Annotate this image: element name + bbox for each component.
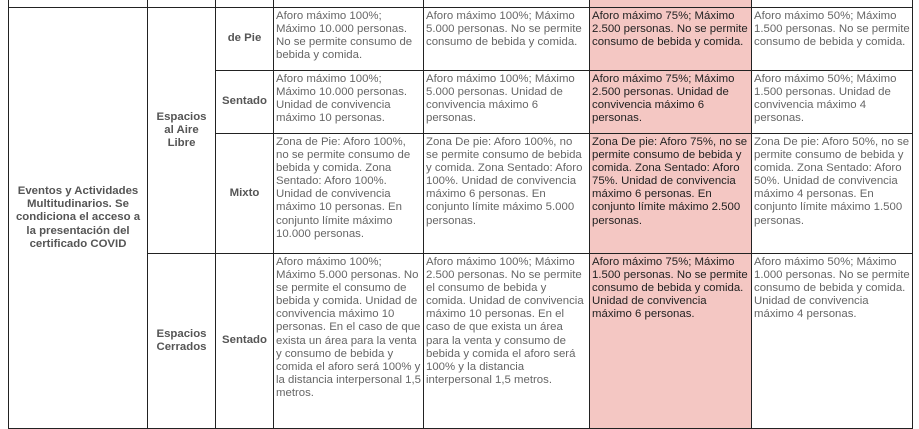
- mode-sentado-cell: Sentado: [216, 71, 274, 134]
- table-cell: Aforo máximo 50%; Máximo 1.500 personas. No se permite consumo de bebida y comida.: [752, 8, 913, 71]
- table-cell-highlight: Aforo máximo 75%; Máximo 2.500 personas. Unidad de convivencia máximo 6 personas.: [590, 71, 752, 134]
- table-cell: Aforo máximo 50%; Máximo 1.000 personas. No se permite consumo de bebida y comida. Unidad de convivencia máximo 4 personas.: [752, 254, 913, 429]
- table-cell: Aforo máximo 50%; Máximo 1.500 personas. Unidad de convivencia máximo 4 personas.: [752, 71, 913, 134]
- mode-sentado-cerrado-cell: Sentado: [216, 254, 274, 429]
- table-row: [9, 8, 913, 71]
- table-cell-highlight: Zona De pie: Aforo 75%, no se permite consumo de bebida y comida. Zona Sentado: Aforo 75%. Unidad de convivencia máximo 6 personas. En conjunto límite máximo 2.500 personas.: [590, 134, 752, 254]
- mode-pie-cell: de Pie: [216, 8, 274, 71]
- table-cell: Zona de Pie: Aforo 100%, no se permite consumo de bebida y comida. Zona Sentado: Aforo 100%. Unidad de convivencia máximo 10 personas. En conjunto límite máximo 10.000 personas.: [274, 134, 424, 254]
- table-cell: Aforo máximo 100%; Máximo 10.000 personas. No se permite consumo de bebida y comida.: [274, 8, 424, 71]
- restrictions-table: [8, 0, 913, 429]
- table-cell: Aforo máximo 100%; Máximo 5.000 personas. No se permite consumo de bebida y comida.: [424, 8, 590, 71]
- main-category-cell: Eventos y Actividades Multitudinarios. Se condiciona el acceso a la presentación del certificado COVID: [9, 8, 148, 429]
- space-outdoor-cell: Espacios al Aire Libre: [148, 8, 216, 254]
- table-cell: Aforo máximo 100%; Máximo 5.000 personas. No se permite el consumo de bebida y comida. Unidad de convivencia máximo 10 personas. En el caso de que exista un área para la venta y consumo de bebida y comida el aforo será 100% y la distancia interpersonal 1,5 metros.: [274, 254, 424, 429]
- table-cell: Aforo máximo 100%; Máximo 5.000 personas. Unidad de convivencia máximo 6 personas.: [424, 71, 590, 134]
- table-cell: Zona De pie: Aforo 50%, no se permite consumo de bebida y comida. Zona Sentado: Aforo 50%. Unidad de convivencia máximo 4 personas. En conjunto límite máximo 1.500 personas.: [752, 134, 913, 254]
- space-indoor-cell: Espacios Cerrados: [148, 254, 216, 429]
- table-cell: Aforo máximo 100%; Máximo 10.000 personas. Unidad de convivencia máximo 10 personas.: [274, 71, 424, 134]
- mode-mixto-cell: Mixto: [216, 134, 274, 254]
- table-row: [9, 0, 913, 8]
- table-cell: Aforo máximo 100%; Máximo 2.500 personas. No se permite el consumo de bebida y comida. Unidad de convivencia máximo 10 personas. En el caso de que exista un área para la venta y consumo de bebida y comida el aforo será 100% y la distancia interpersonal 1,5 metros.: [424, 254, 590, 429]
- table-cell-highlight: Aforo máximo 75%; Máximo 1.500 personas. No se permite consumo de bebida y comida. Unidad de convivencia máximo 6 personas.: [590, 254, 752, 429]
- table-cell-highlight: Aforo máximo 75%; Máximo 2.500 personas. No se permite consumo de bebida y comida.: [590, 8, 752, 71]
- table-cell: Zona De pie: Aforo 100%, no se permite consumo de bebida y comida. Zona Sentado: Aforo 100%. Unidad de convivencia máximo 6 personas. En conjunto límite máximo 5.000 personas.: [424, 134, 590, 254]
